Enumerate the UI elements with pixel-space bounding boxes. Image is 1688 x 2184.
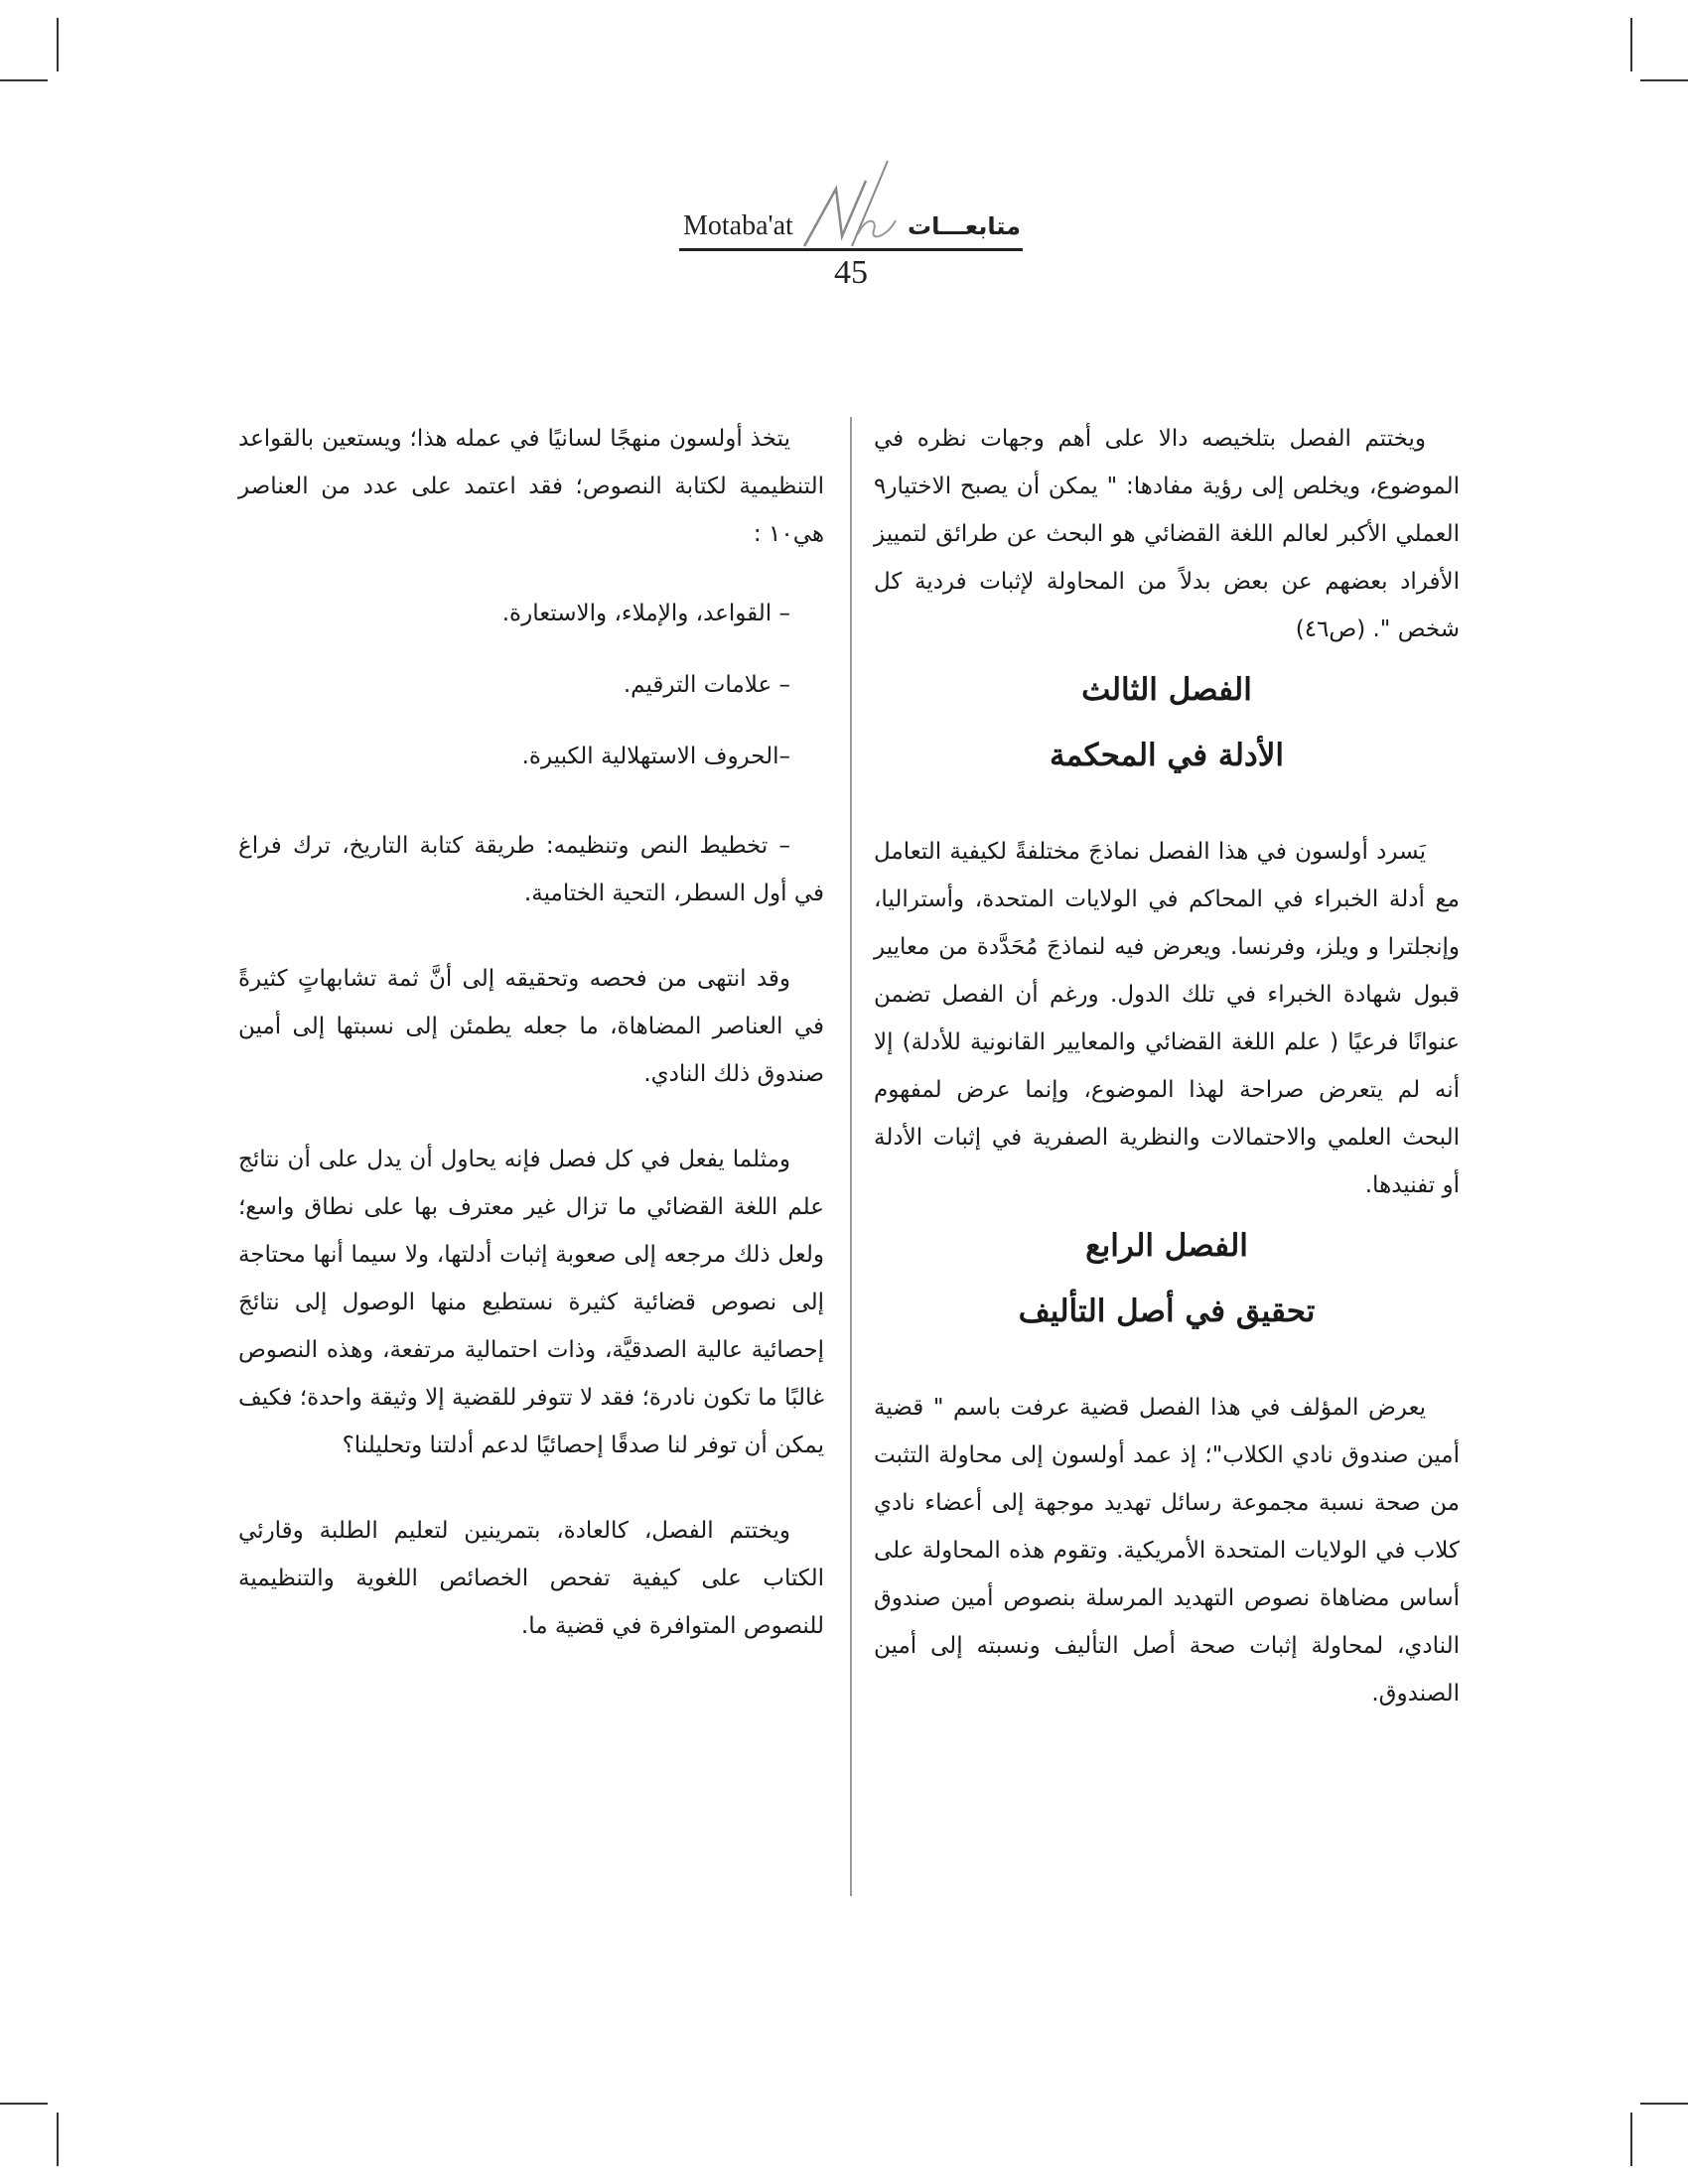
crop-mark-bottom-left-v [57, 2113, 59, 2166]
paragraph: يعرض المؤلف في هذا الفصل قضية عرفت باسم " قضية أمين صندوق نادي الكلاب"؛ إذ عمد أولسون إلى محاولة التثبت من صحة نسبة مجموعة رسائل تهديد موجهة إلى أعضاء نادي كلاب في الولايات المتحدة الأمريكية. وتقوم هذه المحاولة على أساس مضاهاة نصوص التهديد المرسلة بنصوص أمين صندوق النادي، لمحاولة إثبات صحة أصل التأليف ونسبته إلى أمين الصندوق. [874, 1395, 1460, 1706]
paragraph: ويختتم الفصل بتلخيصه دالا على أهم وجهات نظره في الموضوع، ويخلص إلى رؤية مفادها: " يمكن أن يصبح الاختيار٩ العملي الأكبر لعالم اللغة القضائي هو البحث عن طرائق لتمييز الأفراد بعضهم عن بعض بدلاً من المحاولة لإثبات فردية كل شخص ". (ص٤٦) [874, 426, 1460, 642]
crop-mark-top-right-h [1640, 79, 1688, 81]
list-item: – تخطيط النص وتنظيمه: طريقة كتابة التاريخ، ترك فراغ في أول السطر، التحية الختامية. [238, 833, 824, 906]
crop-mark-bottom-left-h [0, 2103, 48, 2105]
journal-name-latin: Motaba'at [683, 210, 793, 241]
chapter-3-title: الفصل الثالث [1081, 672, 1252, 708]
list-item: – علامات الترقيم. [623, 672, 790, 698]
paragraph: يَسرد أولسون في هذا الفصل نماذجَ مختلفةً لكيفية التعامل مع أدلة الخبراء في المحاكم في الولايات المتحدة، وأستراليا، وإنجلترا و ويلز، وفرنسا. ويعرض فيه لنماذجَ مُحَدَّدة من معايير قبول شهادة الخبراء في تلك الدول. ورغم أن الفصل تضمن عنوانًا فرعيًا ( علم اللغة القضائي والمعايير القانونية للأدلة) إلا أنه لم يتعرض صراحة لهذا الموضوع، وإنما عرض لمفهوم البحث العلمي والاحتمالات والنظرية الصفرية في إثبات الأدلة أو تفنيدها. [874, 839, 1460, 1198]
chapter-4-title: الفصل الرابع [1085, 1228, 1248, 1264]
right-column [874, 415, 1460, 1717]
crop-mark-top-right-v [1630, 18, 1632, 71]
list-item: – القواعد، والإملاء، والاستعارة. [501, 601, 790, 626]
page-number: 45 [834, 254, 868, 291]
paragraph: ومثلما يفعل في كل فصل فإنه يحاول أن يدل على أن نتائج علم اللغة القضائي ما تزال غير معترف بها على نطاق واسع؛ ولعل ذلك مرجعه إلى صعوبة إثبات أدلتها، ولا سيما أنها محتاجة إلى نصوص قضائية كثيرة نستطيع منها الوصول إلى نتائجَ إحصائية عالية الصدقيَّة، وذات احتمالية مرتفعة، وهذه النصوص غالبًا ما تكون نادرة؛ فقد لا تتوفر للقضية إلا وثيقة واحدة؛ فكيف يمكن أن توفر لنا صدقًا إحصائيًا لدعم أدلتنا وتحليلنا؟ [238, 1147, 824, 1458]
chapter-4-subtitle: تحقيق في أصل التأليف [1018, 1294, 1316, 1329]
paragraph: يتخذ أولسون منهجًا لسانيًا في عمله هذا؛ ويستعين بالقواعد التنظيمية لكتابة النصوص؛ فقد اعتمد على عدد من العناصر هي١٠ : [238, 426, 824, 547]
crop-mark-bottom-right-h [1640, 2103, 1688, 2105]
crop-mark-bottom-right-v [1630, 2113, 1632, 2166]
journal-name-arabic: متابعـــات [908, 212, 1021, 240]
paragraph: وقد انتهى من فحصه وتحقيقه إلى أنَّ ثمة تشابهاتٍ كثيرةً في العناصر المضاهاة، ما جعله يطمئن إلى نسبتها إلى أمين صندوق ذلك النادي. [238, 966, 824, 1087]
paragraph: ويختتم الفصل، كالعادة، بتمرينين لتعليم الطلبة وقارئي الكتاب على كيفية تفحص الخصائص اللغوية والتنظيمية للنصوص المتوافرة في قضية ما. [238, 1518, 824, 1639]
crop-mark-top-left-v [57, 18, 59, 71]
header-rule [679, 248, 1023, 251]
page-header [679, 159, 1023, 298]
left-column [238, 415, 824, 1650]
crop-mark-top-left-h [0, 79, 48, 81]
chapter-3-subtitle: الأدلة في المحكمة [1049, 738, 1285, 773]
journal-logo-icon [796, 159, 906, 253]
column-divider [850, 417, 852, 1896]
list-item: –الحروف الاستهلالية الكبيرة. [521, 744, 790, 769]
